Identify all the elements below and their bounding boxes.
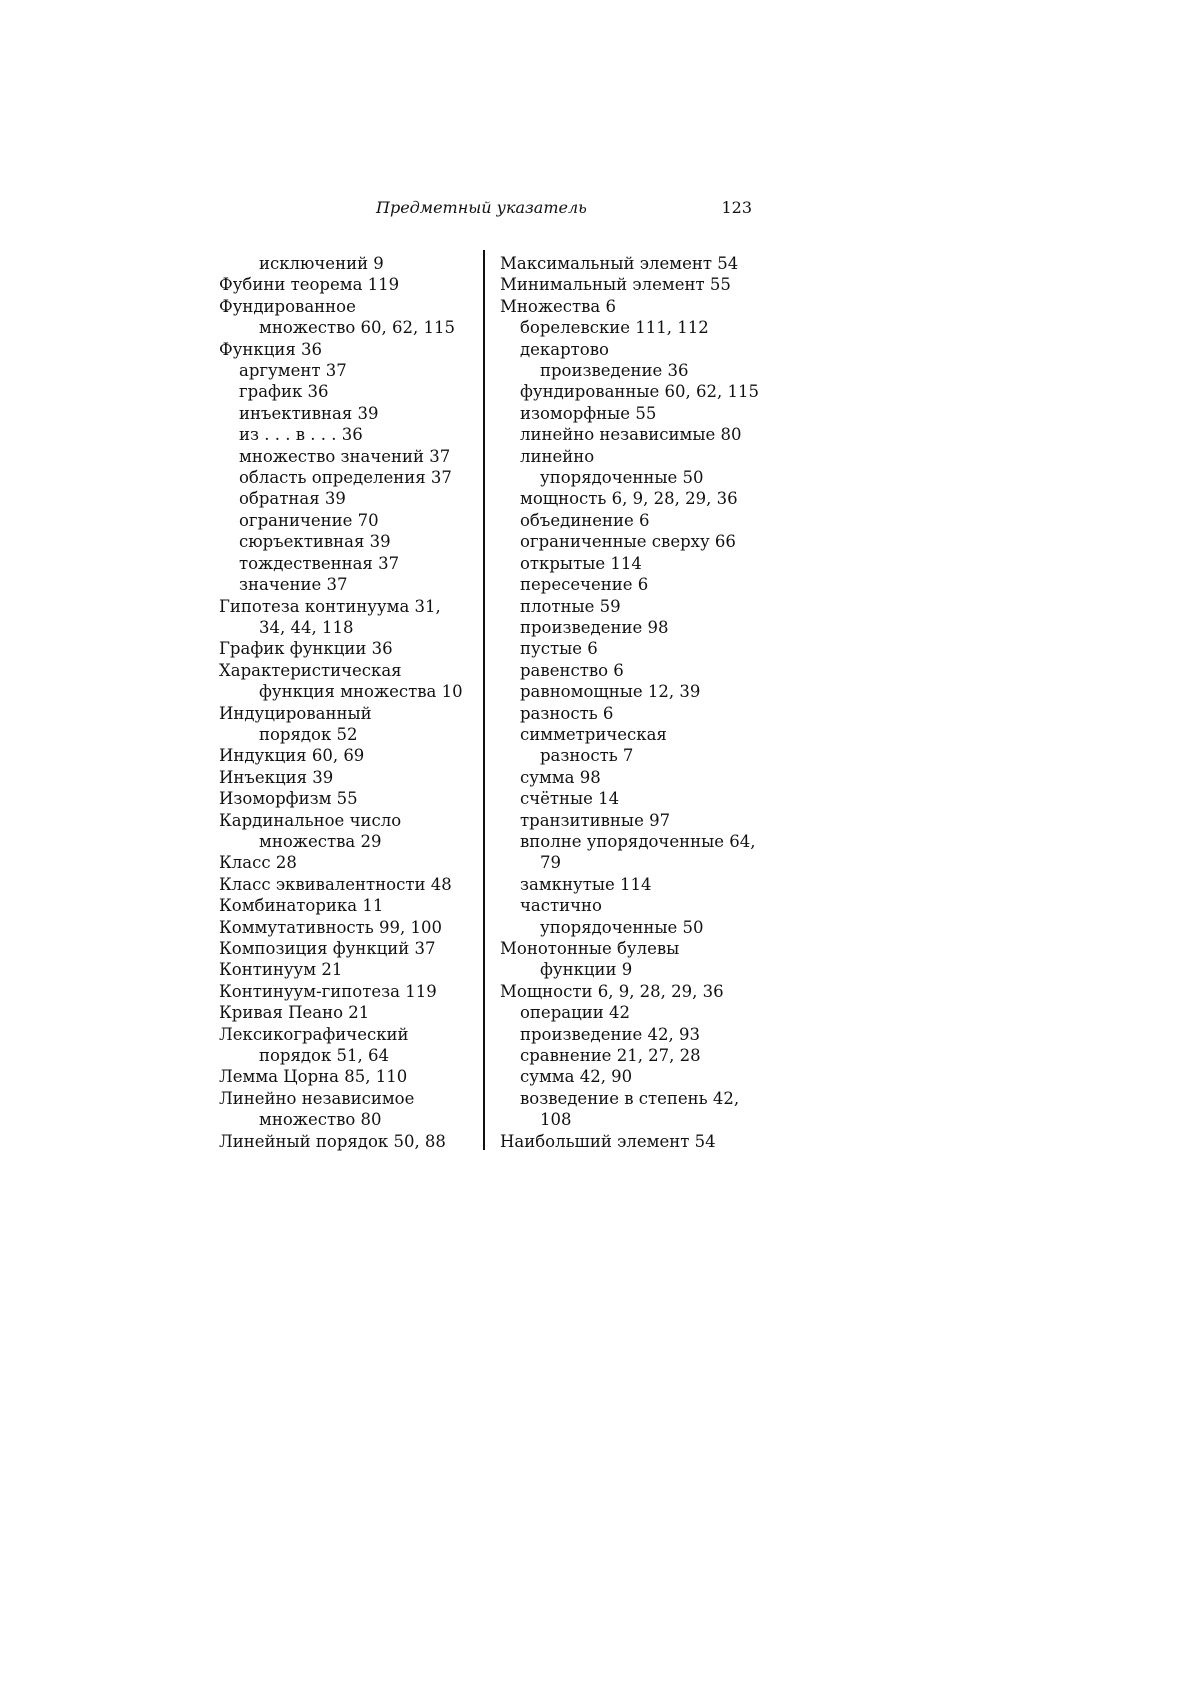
index-entry: Характеристическая [219,660,402,680]
index-subentry: транзитивные 97 [520,810,671,830]
index-subentry: равномощные 12, 39 [520,682,701,702]
page-number: 123 [721,198,752,217]
index-entry: Изоморфизм 55 [219,789,358,809]
index-subentry: упорядоченные 50 [540,468,704,488]
index-subentry: порядок 51, 64 [259,1046,390,1066]
index-entry: Комбинаторика 11 [219,896,384,916]
index-entry: Континуум-гипотеза 119 [219,981,437,1001]
index-column-left [219,253,463,1152]
index-entry: График функции 36 [219,639,393,659]
index-entry: Мощности 6, 9, 28, 29, 36 [500,981,724,1001]
index-subentry: замкнутые 114 [520,874,652,894]
index-subentry: множество 80 [259,1110,382,1130]
index-subentry: инъективная 39 [239,403,379,423]
index-entry: Кривая Пеано 21 [219,1003,370,1023]
index-subentry: исключений 9 [259,254,384,273]
index-subentry: пустые 6 [520,639,598,659]
index-subentry: 108 [540,1110,572,1130]
index-subentry: график 36 [239,382,329,402]
index-subentry: из . . . в . . . 36 [239,425,363,445]
index-entry: Индукция 60, 69 [219,746,365,766]
index-entry: Фубини теорема 119 [219,275,400,295]
index-subentry: фундированные 60, 62, 115 [520,382,760,402]
index-subentry: сумма 98 [520,767,601,787]
index-subentry: плотные 59 [520,596,621,616]
index-subentry: сумма 42, 90 [520,1067,633,1087]
index-subentry: разность 7 [540,746,634,766]
index-column-right [500,253,759,1152]
index-subentry: функции 9 [540,960,633,980]
index-entry: Линейный порядок 50, 88 [219,1131,446,1151]
index-subentry: открытые 114 [520,553,642,573]
index-entry: Коммутативность 99, 100 [219,917,442,937]
index-entry: Класс 28 [219,853,297,873]
index-subentry: 79 [540,853,561,873]
index-entry: Функция 36 [219,339,322,359]
index-entry: Наибольший элемент 54 [500,1131,716,1151]
index-entry: Континуум 21 [219,960,343,980]
index-subentry: аргумент 37 [239,361,347,381]
index-entry: Кардинальное число [219,810,402,830]
index-subentry: возведение в степень 42, [520,1088,740,1108]
index-subentry: множество 60, 62, 115 [259,318,456,338]
index-subentry: произведение 98 [520,617,669,637]
index-subentry: упорядоченные 50 [540,917,704,937]
index-subentry: операции 42 [520,1003,630,1023]
index-entry: Множества 6 [500,296,617,316]
page-header [376,196,752,220]
index-subentry: порядок 52 [259,724,358,744]
index-subentry: частично [520,896,602,916]
index-subentry: произведение 36 [540,361,689,381]
index-subentry: тождественная 37 [239,553,400,573]
index-subentry: множества 29 [259,831,382,851]
index-subentry: счётные 14 [520,789,620,809]
index-subentry: мощность 6, 9, 28, 29, 36 [520,489,738,509]
index-subentry: произведение 42, 93 [520,1024,700,1044]
index-subentry: борелевские 111, 112 [520,318,709,338]
index-subentry: сюръективная 39 [239,532,391,552]
index-subentry: изоморфные 55 [520,403,657,423]
index-entry: Лемма Цорна 85, 110 [219,1067,408,1087]
index-subentry: ограниченные сверху 66 [520,532,736,552]
index-subentry: пересечение 6 [520,575,649,595]
index-entry: Линейно независимое [219,1088,415,1108]
index-subentry: ограничение 70 [239,510,379,530]
index-subentry: декартово [520,339,609,359]
index-entry: Класс эквивалентности 48 [219,874,452,894]
index-entry: Инъекция 39 [219,767,334,787]
index-subentry: вполне упорядоченные 64, [520,831,756,851]
index-subentry: равенство 6 [520,660,624,680]
index-subentry: 34, 44, 118 [259,617,354,637]
index-entry: Индуцированный [219,703,372,723]
index-entry: Фундированное [219,296,356,316]
index-subentry: объединение 6 [520,510,650,530]
index-entry: Лексикографический [219,1024,409,1044]
index-subentry: множество значений 37 [239,446,451,466]
index-subentry: область определения 37 [239,468,452,488]
index-entry: Минимальный элемент 55 [500,275,731,295]
index-subentry: функция множества 10 [259,682,463,702]
index-subentry: сравнение 21, 27, 28 [520,1046,701,1066]
index-subentry: обратная 39 [239,489,346,509]
index-entry: Максимальный элемент 54 [500,254,739,273]
index-subentry: линейно независимые 80 [520,425,742,445]
index-entry: Композиция функций 37 [219,939,436,958]
index-subentry: разность 6 [520,703,614,723]
index-subentry: линейно [520,446,595,466]
column-divider [483,250,485,1150]
index-entry: Гипотеза континуума 31, [219,596,441,616]
index-subentry: симметрическая [520,724,667,744]
index-entry: Монотонные булевы [500,939,680,958]
running-title: Предметный указатель [376,198,587,217]
index-subentry: значение 37 [239,575,348,595]
